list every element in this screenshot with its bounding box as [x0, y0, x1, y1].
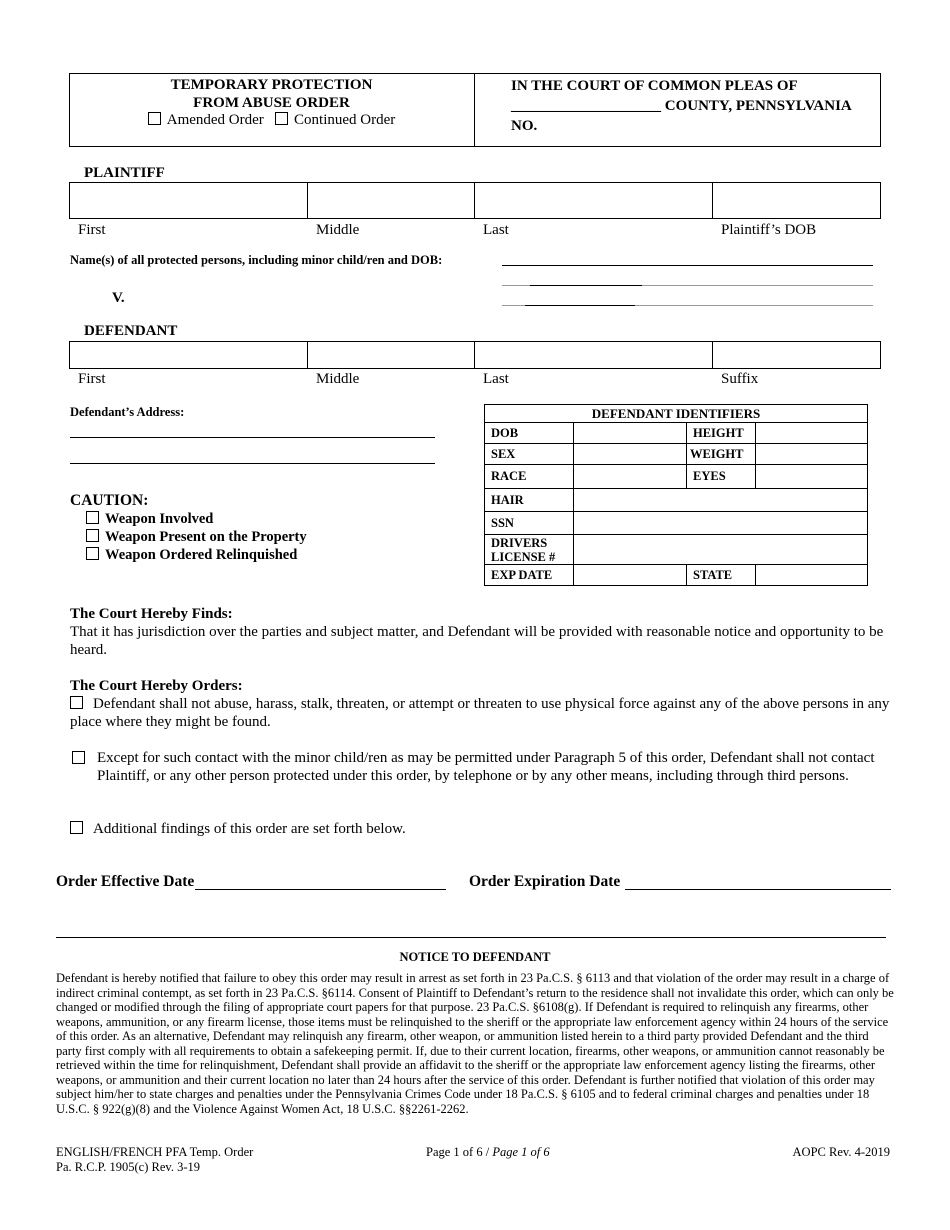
caution-item: [86, 528, 307, 546]
plaintiff-middle-label: Middle: [316, 222, 360, 238]
protected-persons-line-1[interactable]: [502, 265, 873, 266]
expiration-date-line[interactable]: [625, 889, 891, 890]
plaintiff-heading: PLAINTIFF: [84, 165, 165, 181]
order-2-checkbox[interactable]: [72, 751, 85, 764]
orders-heading: The Court Hereby Orders:: [70, 678, 243, 694]
notice-text: Defendant is hereby notified that failure to obey this order may result in arrest as set forth in 23 Pa.C.S. § 6113 and that violation of the order may result in a charge of indirect criminal contempt, as set forth in 23 Pa.C.S. §6114. Consent of Plaintiff to Defendant’s return to the residence shall not invalidate this order, which can only be changed or modified through the filing of appropriate court papers for that purpose. 23 Pa.C.S. §6108(g). If Defendant is required to relinquish any firearms, other weapons, ammunition, or any firearm license, those items must be relinquished to the sheriff or the appropriate law enforcement agency within 24 hours of the service of this order. As an alternative, Defendant may relinquish any firearm, other weapon, or ammunition listed herein to a third party provided Defendant and the third party first comply with all requirements to obtain a safekeeping permit. If, due to their current location, firearms, other weapons, or ammunition cannot reasonably be retrieved within the time for relinquishment, Defendant shall provide an affidavit to the sheriff or the appropriate law enforcement agency listing the firearms, other weapons, or ammunition and their current location no later than 24 hours after the service of this order. Defendant is further notified that violation of this order may subject him/her to state charges and penalties under the Pennsylvania Crimes Code under 18 Pa.C.S. § 6105 and to federal criminal charges and penalties under 18 U.S.C. § 922(g)(8) and the Violence Against Women Act, 18 U.S.C. §§2261-2262.: [56, 971, 894, 1116]
form-title: [69, 76, 474, 112]
ssn-field[interactable]: [574, 512, 868, 535]
defendant-address-line-1[interactable]: [70, 437, 435, 438]
weight-label: WEIGHT: [687, 444, 756, 465]
drivers-license-label-line2: LICENSE #: [491, 549, 556, 564]
identifiers-title: DEFENDANT IDENTIFIERS: [485, 405, 868, 423]
state-label: STATE: [687, 565, 756, 586]
plaintiff-dob-label: Plaintiff’s DOB: [721, 222, 817, 238]
weapon-present-checkbox[interactable]: [86, 529, 99, 542]
order-item-1: [70, 695, 898, 731]
defendant-address-line-2[interactable]: [70, 463, 435, 464]
versus-label: V.: [112, 290, 125, 306]
hair-label: HAIR: [485, 489, 574, 512]
form-title-line2: FROM ABUSE ORDER: [193, 95, 350, 111]
amended-order-checkbox[interactable]: [148, 112, 161, 125]
court-line1: IN THE COURT OF COMMON PLEAS OF: [511, 78, 798, 94]
defendant-last-field[interactable]: [475, 342, 712, 368]
expiration-date-label: Order Expiration Date: [469, 873, 621, 890]
defendant-first-label: First: [78, 371, 106, 387]
order-3-text: Additional findings of this order are set forth below.: [93, 821, 406, 837]
page-number: [426, 1145, 550, 1160]
docket-number-label: NO.: [511, 118, 538, 134]
drivers-license-label: [485, 535, 574, 565]
caution-item: [86, 546, 307, 564]
caution-item: [86, 510, 307, 528]
effective-date-label: Order Effective Date: [56, 873, 195, 890]
drivers-license-label-line1: DRIVERS: [491, 535, 548, 550]
continued-order-label: Continued Order: [294, 112, 396, 128]
court-line2: COUNTY, PENNSYLVANIA: [664, 98, 852, 114]
plaintiff-first-label: First: [78, 222, 106, 238]
weapon-involved-checkbox[interactable]: [86, 511, 99, 524]
continued-order-checkbox[interactable]: [275, 112, 288, 125]
page-number-fr: Page 1 of 6: [492, 1145, 550, 1159]
amended-order-label: Amended Order: [166, 112, 264, 128]
order-2-text: Except for such contact with the minor child/ren as may be permitted under Paragraph 5 of this order, Defendant shall not contact Plaintiff, or any other person protected under this order, by telephone or by any other means, including through third persons.: [97, 750, 875, 784]
plaintiff-dob-field[interactable]: [713, 183, 880, 218]
footer-form-id: [56, 1145, 253, 1174]
weapon-relinquished-checkbox[interactable]: [86, 547, 99, 560]
sex-label: SEX: [485, 444, 574, 465]
defendant-last-label: Last: [483, 371, 509, 387]
county-blank[interactable]: ____________________: [511, 98, 661, 114]
race-field[interactable]: [574, 465, 687, 489]
plaintiff-last-label: Last: [483, 222, 509, 238]
footer-form-id-line1: ENGLISH/FRENCH PFA Temp. Order: [56, 1145, 254, 1159]
footer-form-id-line2: Pa. R.C.P. 1905(c) Rev. 3-19: [56, 1159, 200, 1174]
dob-label: DOB: [485, 423, 574, 444]
order-3-checkbox[interactable]: [70, 821, 83, 834]
defendant-middle-field[interactable]: [308, 342, 474, 368]
defendant-heading: DEFENDANT: [84, 323, 178, 339]
defendant-suffix-field[interactable]: [713, 342, 880, 368]
court-caption: [511, 76, 852, 136]
height-label: HEIGHT: [687, 423, 756, 444]
findings-heading: The Court Hereby Finds:: [70, 606, 233, 622]
eyes-label: EYES: [687, 465, 756, 489]
order-1-text: Defendant shall not abuse, harass, stalk, threaten, or attempt or threaten to use physical force against any of the above persons in any place where they might be found.: [70, 696, 890, 730]
exp-date-field[interactable]: [574, 565, 687, 586]
caution-list: [86, 510, 307, 564]
exp-date-label: EXP DATE: [485, 565, 574, 586]
protected-persons-line-2-mark: [530, 285, 642, 286]
dob-field[interactable]: [574, 423, 687, 444]
defendant-middle-label: Middle: [316, 371, 360, 387]
header-divider: [474, 73, 475, 147]
weapon-relinquished-label: Weapon Ordered Relinquished: [105, 547, 298, 563]
plaintiff-last-field[interactable]: [475, 183, 712, 218]
defendant-identifiers-table: [484, 404, 868, 586]
ssn-label: SSN: [485, 512, 574, 535]
eyes-field[interactable]: [756, 465, 868, 489]
order-1-checkbox[interactable]: [70, 696, 83, 709]
order-item-3: [70, 820, 898, 838]
defendant-first-field[interactable]: [70, 342, 307, 368]
page-number-en: Page 1 of 6 /: [426, 1145, 490, 1159]
plaintiff-first-field[interactable]: [70, 183, 307, 218]
height-field[interactable]: [756, 423, 868, 444]
hair-field[interactable]: [574, 489, 868, 512]
order-type-options: [69, 112, 474, 129]
form-title-line1: TEMPORARY PROTECTION: [170, 77, 373, 93]
protected-persons-label: Name(s) of all protected persons, including minor child/ren and DOB:: [70, 253, 443, 267]
drivers-license-field[interactable]: [574, 535, 868, 565]
weapon-involved-label: Weapon Involved: [105, 511, 214, 527]
state-field[interactable]: [756, 565, 868, 586]
plaintiff-middle-field[interactable]: [308, 183, 474, 218]
effective-date-line[interactable]: [195, 889, 446, 890]
caution-heading: CAUTION:: [70, 492, 149, 509]
weight-field[interactable]: [756, 444, 868, 465]
footer-revision: AOPC Rev. 4-2019: [792, 1145, 890, 1159]
weapon-present-label: Weapon Present on the Property: [105, 529, 307, 545]
notice-divider: [56, 937, 886, 938]
protected-persons-line-3-mark: [525, 305, 635, 306]
notice-heading: NOTICE TO DEFENDANT: [399, 950, 551, 964]
order-item-2: [70, 749, 898, 785]
findings-text: That it has jurisdiction over the parties and subject matter, and Defendant will be provided with reasonable notice and opportunity to be heard.: [70, 624, 884, 658]
defendant-suffix-label: Suffix: [721, 371, 759, 387]
sex-field[interactable]: [574, 444, 687, 465]
defendant-address-label: Defendant’s Address:: [70, 405, 185, 419]
race-label: RACE: [485, 465, 574, 489]
